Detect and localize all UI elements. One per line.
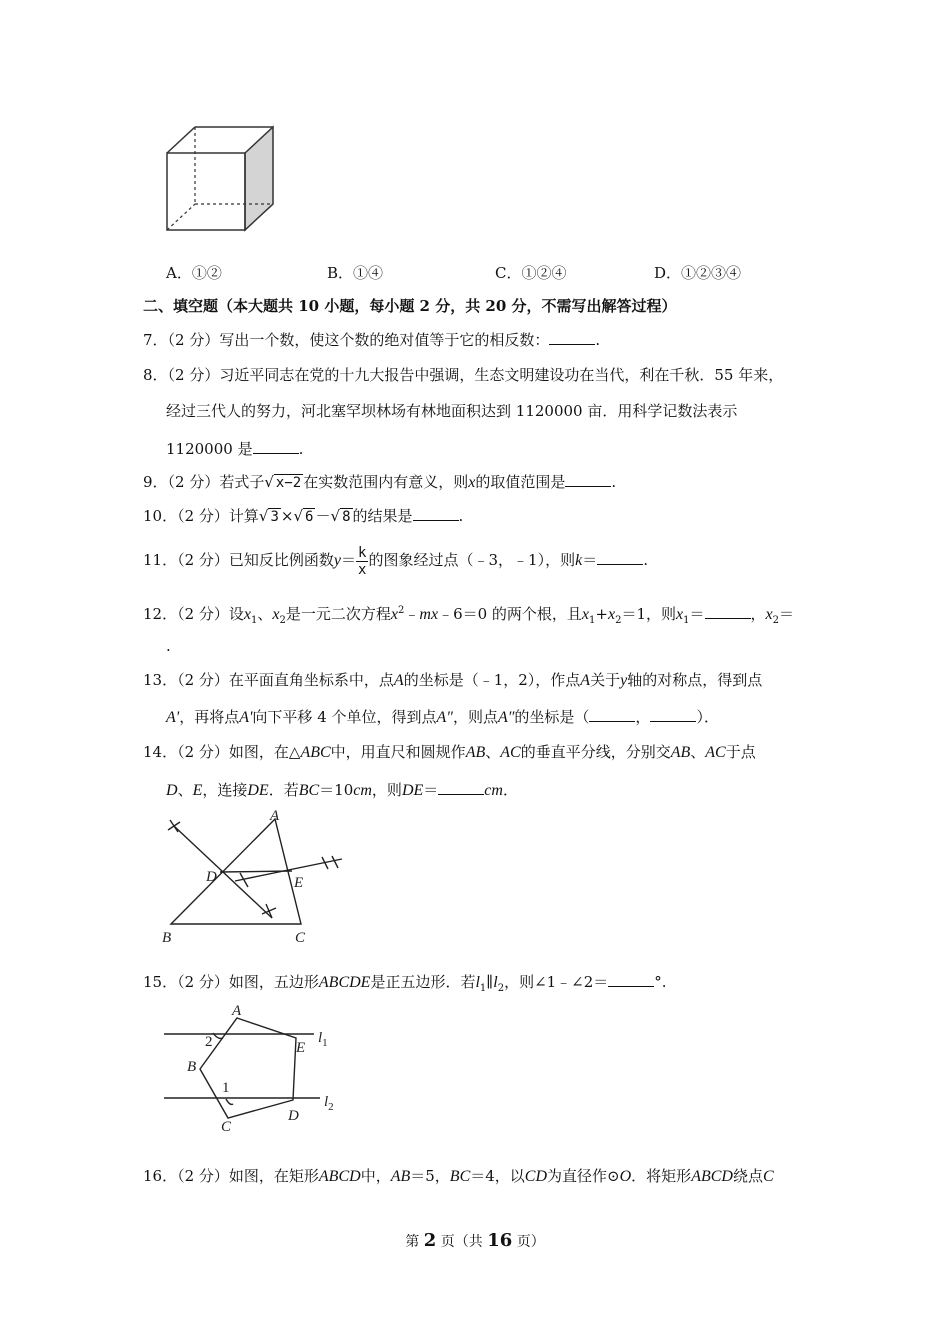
operator: ＝ xyxy=(779,605,795,623)
operator: ∥ xyxy=(486,973,494,991)
label-c: C xyxy=(295,930,306,946)
variable: A' xyxy=(166,709,180,726)
variable: AB xyxy=(670,744,691,761)
question-8-line3 xyxy=(166,439,303,459)
question-14-line1 xyxy=(143,742,756,763)
question-text: 关于 xyxy=(590,671,621,689)
variable: x xyxy=(676,606,684,623)
question-text: ＝10 xyxy=(319,781,354,799)
question-text: （2 分）如图，在△ xyxy=(177,743,301,761)
superscript: 2 xyxy=(398,605,405,616)
variable: ABC xyxy=(300,744,331,761)
question-text: （2 分）习近平同志在党的十九大报告中强调，生态文明建设功在当代，利在千秋．55 年来， xyxy=(167,366,784,384)
question-text: 的图象经过点（﹣3，﹣1），则 xyxy=(368,551,576,569)
subscript: 2 xyxy=(279,615,286,626)
punct: 、 xyxy=(257,605,273,623)
answer-blank xyxy=(705,604,751,619)
footer-text: 第 xyxy=(405,1234,424,1250)
question-number: 8． xyxy=(143,366,168,384)
line-l2-label: $l_2$ xyxy=(324,1094,334,1113)
radicand: 8 xyxy=(342,509,351,525)
variable: ABCD xyxy=(318,1168,361,1185)
question-text: 的坐标是（﹣1，2），作点 xyxy=(403,671,581,689)
question-number: 11． xyxy=(143,551,178,569)
option-d: D．①②③④ xyxy=(654,264,742,282)
page-total: 16 xyxy=(487,1230,513,1251)
question-text: ，则∠1﹣∠2＝ xyxy=(504,973,609,991)
question-text: （2 分）如图，五边形 xyxy=(177,973,319,991)
question-text: ＝1，则 xyxy=(621,605,677,623)
operator: ﹣ xyxy=(404,605,420,623)
question-text: 的坐标是（ xyxy=(514,708,590,726)
triangle-figure xyxy=(160,808,360,948)
question-text: 轴的对称点，得到点 xyxy=(627,671,763,689)
question-text: 的垂直平分线，分别交 xyxy=(520,743,671,761)
variable: k xyxy=(575,552,583,569)
label-e: E xyxy=(296,1040,306,1056)
subscript: 1 xyxy=(589,615,596,626)
question-number: 16． xyxy=(143,1167,178,1185)
variable: l xyxy=(475,974,480,991)
question-text: 是一元二次方程 xyxy=(285,605,391,623)
question-number: 12． xyxy=(143,605,178,623)
variable: BC xyxy=(449,1168,471,1185)
variable: A″ xyxy=(436,709,453,726)
question-8-line1 xyxy=(143,365,783,385)
question-text: （2 分）写出一个数，使这个数的绝对值等于它的相反数： xyxy=(167,331,550,349)
answer-blank xyxy=(438,780,484,795)
question-text: ，则点 xyxy=(452,708,498,726)
variable: cm xyxy=(353,782,372,799)
answer-blank xyxy=(253,439,299,454)
question-text: ，再将点 xyxy=(179,708,240,726)
question-15 xyxy=(143,972,667,999)
question-number: 13． xyxy=(143,671,178,689)
question-text: 的结果是 xyxy=(352,507,413,525)
punct: . xyxy=(611,473,617,491)
answer-blank xyxy=(608,972,654,987)
punct: ． xyxy=(502,781,518,799)
question-text: 1120000 是 xyxy=(166,440,253,458)
sqrt-sign: √ xyxy=(258,507,269,525)
variable: l xyxy=(493,974,498,991)
variable: AC xyxy=(705,744,726,761)
punct: ， xyxy=(635,708,651,726)
label-d: D xyxy=(206,869,217,885)
question-text: ．将矩形 xyxy=(631,1167,692,1185)
cube-figure xyxy=(165,125,275,233)
subscript: 2 xyxy=(497,983,505,994)
punct: °. xyxy=(654,973,667,991)
operator: × xyxy=(280,507,294,525)
question-text: 于点 xyxy=(725,743,756,761)
subscript: 1 xyxy=(251,615,258,626)
question-number: 15． xyxy=(143,973,178,991)
variable: O xyxy=(619,1168,632,1185)
variable: C xyxy=(762,1168,774,1185)
option-b: B．①④ xyxy=(327,264,384,282)
punct: ）． xyxy=(696,708,719,726)
question-text: （2 分）已知反比例函数 xyxy=(177,551,334,569)
operator: ＝ xyxy=(582,551,598,569)
variable: x xyxy=(272,606,280,623)
label-b: B xyxy=(162,930,172,946)
question-16 xyxy=(143,1166,774,1187)
question-10 xyxy=(143,506,463,526)
question-number: 9． xyxy=(143,473,168,491)
question-text: ＝5， xyxy=(410,1167,450,1185)
operator: ＝ xyxy=(341,551,357,569)
label-e: E xyxy=(294,875,304,891)
label-a: A xyxy=(270,808,280,824)
operator: ＝ xyxy=(689,605,705,623)
label-b: B xyxy=(187,1059,197,1075)
question-text: 在实数范围内有意义，则 xyxy=(303,473,469,491)
radicand: 3 xyxy=(270,509,279,525)
variable: x xyxy=(607,606,616,623)
question-text: ﹣6＝0 的两个根，且 xyxy=(438,605,582,623)
question-text: ．若 xyxy=(268,781,299,799)
variable: DE xyxy=(247,782,269,799)
question-text: （2 分）计算 xyxy=(177,507,259,525)
question-text: （2 分）若式子 xyxy=(167,473,265,491)
question-7 xyxy=(143,330,600,350)
pentagon-figure xyxy=(160,1000,350,1135)
operator: ＝ xyxy=(423,781,439,799)
question-12-end: . xyxy=(166,637,171,655)
section-title: 二、填空题（本大题共 10 小题，每小题 2 分，共 20 分，不需写出解答过程） xyxy=(143,297,677,315)
answer-blank xyxy=(589,707,635,722)
question-text: ，则 xyxy=(371,781,402,799)
line-l1-label: $l_1$ xyxy=(318,1030,328,1049)
question-number: 10． xyxy=(143,507,178,525)
question-9 xyxy=(143,472,616,493)
angle-2-label: 2 xyxy=(205,1034,213,1050)
subscript: 2 xyxy=(772,615,780,626)
question-number: 7． xyxy=(143,331,168,349)
variable: DE xyxy=(401,782,424,799)
punct: . xyxy=(298,440,304,458)
answer-blank xyxy=(650,707,696,722)
question-text: 中，用直尺和圆规作 xyxy=(330,743,466,761)
question-text: ，连接 xyxy=(202,781,248,799)
punct: 、 xyxy=(485,743,501,761)
question-13-line1 xyxy=(143,670,762,691)
question-12 xyxy=(143,601,794,631)
variable: BC xyxy=(298,782,320,799)
page-number: 2 xyxy=(423,1230,437,1251)
variable: x xyxy=(468,474,476,491)
question-text: 向下平移 4 个单位，得到点 xyxy=(252,708,437,726)
answer-blank xyxy=(597,550,643,565)
question-text: （2 分）在平面直角坐标系中，点 xyxy=(177,671,394,689)
variable: A' xyxy=(239,709,253,726)
question-text: ＝4，以 xyxy=(470,1167,525,1185)
variable: AB xyxy=(390,1168,411,1185)
question-13-line2 xyxy=(166,707,719,728)
variable: A″ xyxy=(497,709,515,726)
variable: x xyxy=(390,606,399,623)
question-11 xyxy=(143,540,648,581)
question-8-line2: 经过三代人的努力，河北塞罕坝林场有林地面积达到 1120000 亩．用科学记数法表示 xyxy=(166,402,738,420)
subscript: 2 xyxy=(615,615,622,626)
label-d: D xyxy=(288,1108,299,1124)
sqrt-sign: √ xyxy=(293,507,304,525)
footer-text: 页（共 xyxy=(436,1234,488,1250)
numerator: k xyxy=(358,544,367,561)
option-c: C．①②④ xyxy=(495,264,567,282)
option-a: A．①② xyxy=(166,264,222,282)
variable: A xyxy=(580,672,591,689)
footer-text: 页） xyxy=(512,1234,545,1250)
question-text: 中， xyxy=(360,1167,391,1185)
fraction xyxy=(356,545,368,578)
operator: + xyxy=(595,605,608,623)
question-text: （2 分）设 xyxy=(177,605,244,623)
radicand: 6 xyxy=(305,509,314,525)
punct: 、 xyxy=(690,743,706,761)
variable: x xyxy=(243,606,252,623)
subscript: 1 xyxy=(683,615,690,626)
variable: y xyxy=(620,672,628,689)
variable: mx xyxy=(419,606,439,623)
variable: x xyxy=(581,606,590,623)
variable: A xyxy=(393,672,404,689)
punct: 、 xyxy=(177,781,193,799)
question-text: 的取值范围是 xyxy=(475,473,566,491)
variable: ABCDE xyxy=(318,974,371,991)
angle-1-label: 1 xyxy=(222,1080,230,1096)
label-c: C xyxy=(221,1119,232,1135)
question-number: 14． xyxy=(143,743,178,761)
variable: CD xyxy=(524,1168,548,1185)
variable: E xyxy=(192,782,203,799)
sqrt-sign: √ xyxy=(264,473,274,491)
variable: D xyxy=(166,782,178,799)
operator: － xyxy=(315,507,331,525)
question-text: （2 分）如图，在矩形 xyxy=(177,1167,319,1185)
denominator: x xyxy=(358,561,367,578)
punct: . xyxy=(595,331,601,349)
subscript: 1 xyxy=(479,983,487,994)
question-14-line2 xyxy=(166,780,518,801)
punct: ， xyxy=(750,605,766,623)
variable: ABCD xyxy=(691,1168,733,1185)
variable: y xyxy=(333,552,342,569)
radicand: x−2 xyxy=(275,475,302,491)
answer-blank xyxy=(413,506,459,521)
question-text: 为直径作⊙ xyxy=(547,1167,620,1185)
label-a: A xyxy=(232,1003,242,1019)
sqrt-sign: √ xyxy=(330,507,341,525)
question-text: 是正五边形．若 xyxy=(370,973,476,991)
answer-blank xyxy=(549,330,595,345)
variable: x xyxy=(765,606,773,623)
variable: AB xyxy=(465,744,486,761)
question-text: 绕点 xyxy=(732,1167,763,1185)
answer-blank xyxy=(565,472,611,487)
variable: cm xyxy=(484,782,503,799)
variable: AC xyxy=(500,744,521,761)
page-footer xyxy=(0,1230,950,1251)
punct: . xyxy=(643,551,648,569)
punct: . xyxy=(458,507,464,525)
